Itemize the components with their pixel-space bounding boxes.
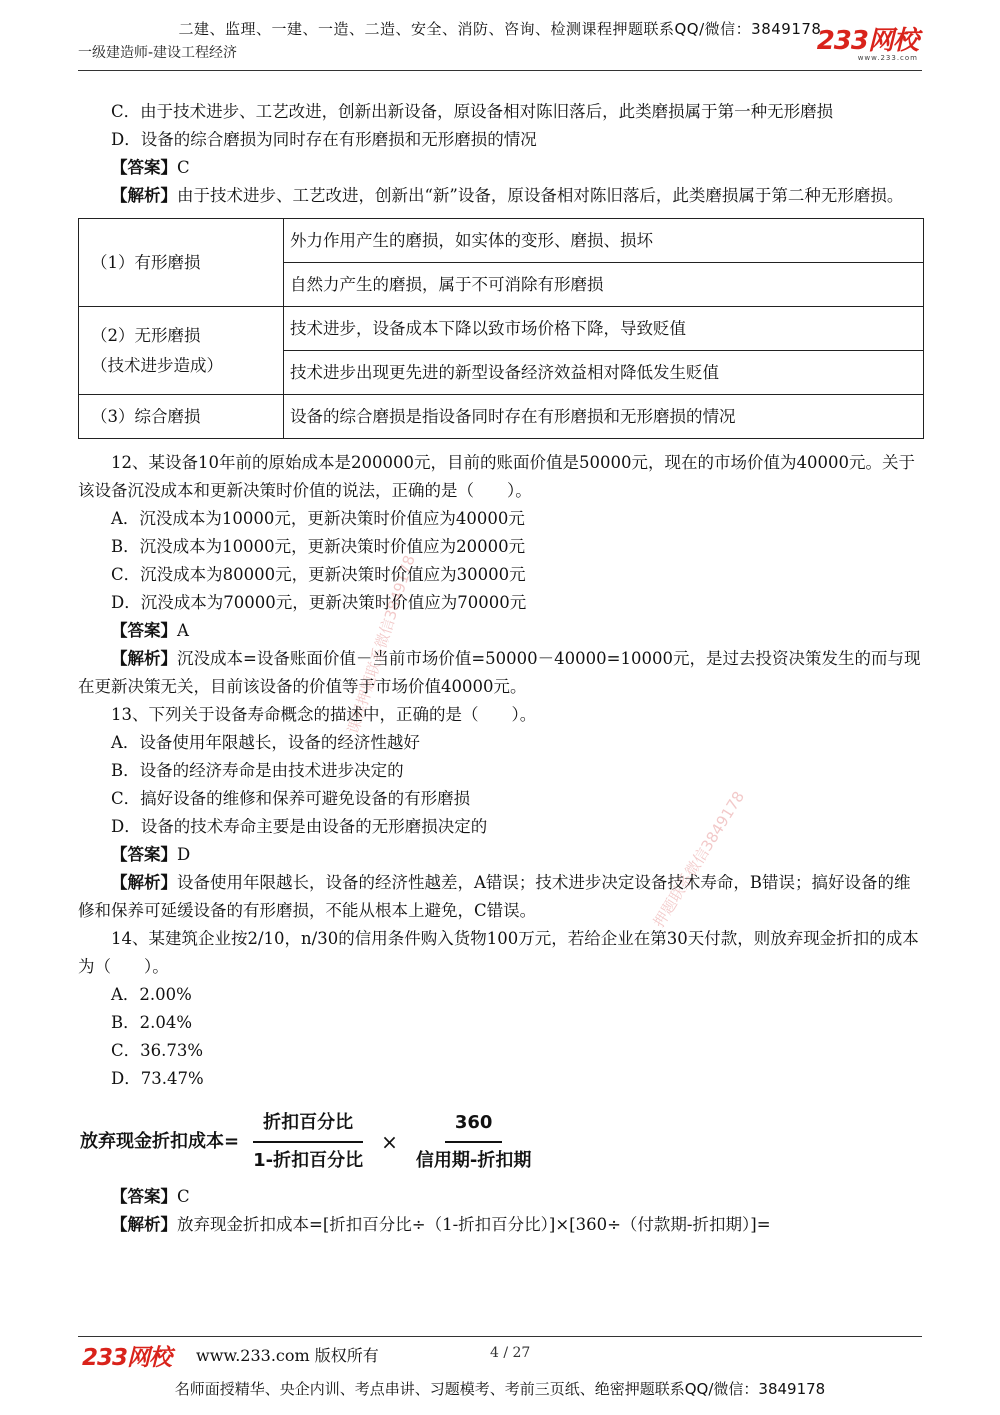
table-cell: 自然力产生的磨损，属于不可消除有形磨损 <box>284 263 924 307</box>
header-divider <box>78 70 922 71</box>
q14-stem: 14、某建筑企业按2/10，n/30的信用条件购入货物100万元，若给企业在第30天付款，则放弃现金折扣的成本为（ ）。 <box>78 929 919 976</box>
footer-copyright: www.233.com 版权所有 <box>196 1346 379 1365</box>
table-row <box>79 307 924 351</box>
watermark: 押题联系微信3849178 <box>649 788 749 931</box>
answer-label: 【答案】 <box>111 845 177 864</box>
q13-option-b: B．设备的经济寿命是由技术进步决定的 <box>111 761 404 780</box>
discount-cost-formula <box>80 1109 924 1175</box>
q12-option-a: A．沉没成本为10000元，更新决策时价值应为40000元 <box>111 509 525 528</box>
analysis-text: 放弃现金折扣成本=[折扣百分比÷（1-折扣百分比）]×[360÷（付款期-折扣期）]= <box>177 1215 771 1234</box>
formula-numerator: 折扣百分比 <box>253 1109 363 1143</box>
q13-option-a: A．设备使用年限越长，设备的经济性越好 <box>111 733 420 752</box>
answer-value: D <box>177 845 191 864</box>
analysis-text: 设备使用年限越长，设备的经济性越差，A错误；技术进步决定设备技术寿命，B错误；搞好设备的维修和保养可延缓设备的有形磨损，不能从根本上避免，C错误。 <box>78 873 911 920</box>
table-row <box>79 219 924 263</box>
formula-denominator: 1-折扣百分比 <box>253 1150 364 1171</box>
q11-option-c: C．由于技术进步、工艺改进，创新出新设备，原设备相对陈旧落后，此类磨损属于第一种无形磨损 <box>111 102 834 121</box>
analysis-label: 【解析】 <box>111 1215 177 1234</box>
formula-fraction <box>243 1109 373 1175</box>
q14-option-b: B．2.04% <box>111 1013 193 1032</box>
document-body <box>78 98 924 1239</box>
table-label-line: （2）无形磨损 <box>91 325 201 345</box>
site-logo[interactable] <box>817 28 918 62</box>
analysis-text: 沉没成本=设备账面价值－当前市场价值=50000－40000=10000元，是过去投资决策发生的而与现在更新决策无关，目前该设备的价值等于市场价值40000元。 <box>78 649 921 696</box>
table-label-line: （技术进步造成） <box>91 355 223 375</box>
footer-logo[interactable]: 233网校 <box>82 1345 172 1371</box>
answer-label: 【答案】 <box>111 158 177 177</box>
multiply-sign: × <box>381 1130 398 1154</box>
watermark: 课程押题联系微信3849178 <box>343 552 419 737</box>
logo-text: 233网校 <box>816 26 918 56</box>
answer-value: C <box>177 1187 190 1206</box>
q12-answer <box>78 617 924 645</box>
top-banner: 二建、监理、一建、一造、二造、安全、消防、咨询、检测课程押题联系QQ/微信：3849178 <box>178 20 822 38</box>
q12-stem: 12、某设备10年前的原始成本是200000元，目前的账面价值是50000元，现在的市场价值为40000元。关于该设备沉没成本和更新决策时价值的说法，正确的是（ ）。 <box>78 453 915 500</box>
q14-analysis <box>78 1211 924 1239</box>
analysis-label: 【解析】 <box>111 649 177 668</box>
q11-option-d: D．设备的综合磨损为同时存在有形磨损和无形磨损的情况 <box>111 130 537 149</box>
q11-answer <box>78 154 924 182</box>
q11-analysis <box>78 182 924 210</box>
analysis-text: 由于技术进步、工艺改进，创新出“新”设备，原设备相对陈旧落后，此类磨损属于第二种无形磨损。 <box>177 186 904 205</box>
table-cell-label <box>79 307 284 395</box>
answer-label: 【答案】 <box>111 1187 177 1206</box>
page-number: 4 / 27 <box>490 1345 531 1361</box>
answer-label: 【答案】 <box>111 621 177 640</box>
table-cell: 技术进步出现更先进的新型设备经济效益相对降低发生贬值 <box>284 351 924 395</box>
table-cell-label: （1）有形磨损 <box>79 219 284 307</box>
analysis-label: 【解析】 <box>111 186 177 205</box>
q12-option-b: B．沉没成本为10000元，更新决策时价值应为20000元 <box>111 537 526 556</box>
table-row <box>79 395 924 439</box>
table-cell: 技术进步，设备成本下降以致市场价格下降，导致贬值 <box>284 307 924 351</box>
q13-analysis <box>78 869 924 925</box>
q12-analysis <box>78 645 924 701</box>
analysis-label: 【解析】 <box>111 873 177 892</box>
formula-numerator: 360 <box>445 1109 503 1143</box>
q13-option-c: C．搞好设备的维修和保养可避免设备的有形磨损 <box>111 789 471 808</box>
formula-denominator: 信用期-折扣期 <box>415 1150 532 1171</box>
table-cell: 设备的综合磨损是指设备同时存在有形磨损和无形磨损的情况 <box>284 395 924 439</box>
bottom-banner: 名师面授精华、央企内训、考点串讲、习题模考、考前三页纸、绝密押题联系QQ/微信：3849178 <box>174 1380 826 1398</box>
document-subject: 一级建造师-建设工程经济 <box>78 45 238 61</box>
q13-answer <box>78 841 924 869</box>
q13-option-d: D．设备的技术寿命主要是由设备的无形磨损决定的 <box>111 817 488 836</box>
q14-answer <box>78 1183 924 1211</box>
q12-option-c: C．沉没成本为80000元，更新决策时价值应为30000元 <box>111 565 526 584</box>
q12-option-d: D．沉没成本为70000元，更新决策时价值应为70000元 <box>111 593 527 612</box>
q14-option-a: A．2.00% <box>111 985 192 1004</box>
formula-fraction <box>406 1109 541 1175</box>
formula-lhs: 放弃现金折扣成本= <box>80 1131 240 1152</box>
q14-option-c: C．36.73% <box>111 1041 204 1060</box>
table-cell: 外力作用产生的磨损，如实体的变形、磨损、损坏 <box>284 219 924 263</box>
wear-types-table <box>78 218 924 439</box>
footer-divider <box>78 1336 922 1337</box>
answer-value: A <box>177 621 189 640</box>
logo-url: www.233.com <box>857 54 918 62</box>
answer-value: C <box>177 158 190 177</box>
q13-stem: 13、下列关于设备寿命概念的描述中，正确的是（ ）。 <box>111 705 537 724</box>
table-cell-label: （3）综合磨损 <box>79 395 284 439</box>
q14-option-d: D．73.47% <box>111 1069 204 1088</box>
